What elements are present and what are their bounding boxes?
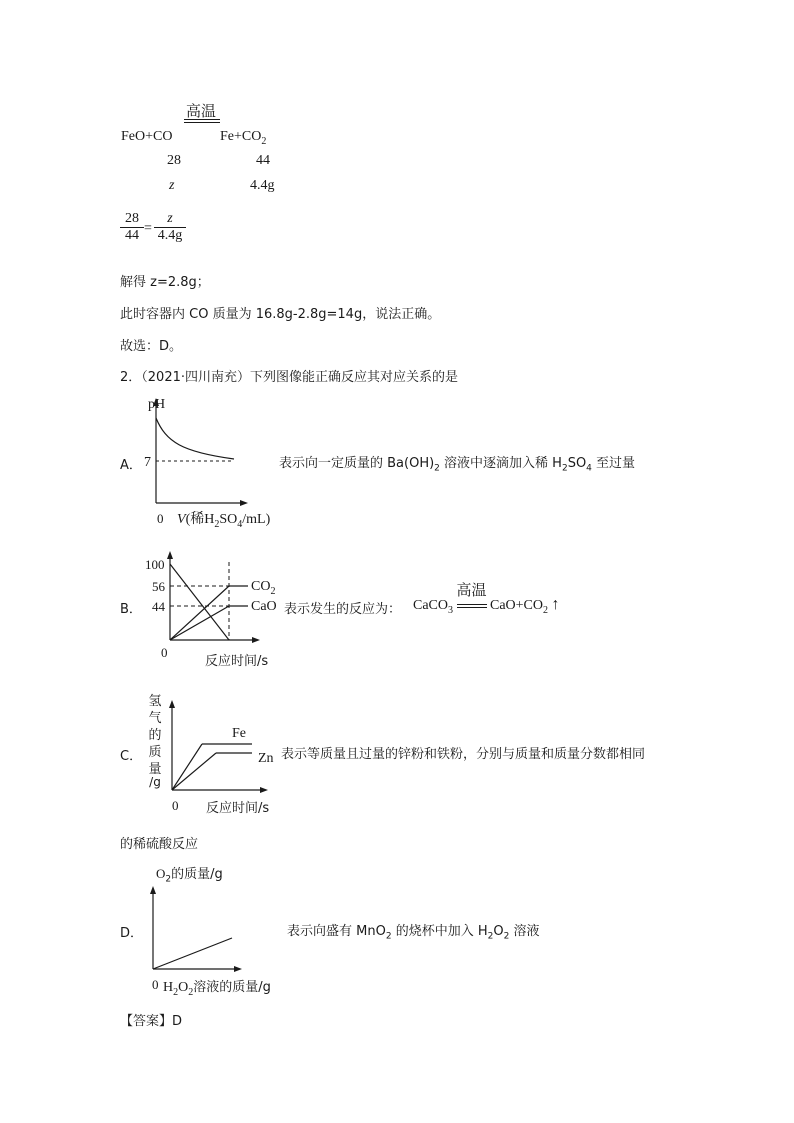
- reaction-condition: 高温: [186, 102, 217, 120]
- product-formula: $Fe+CO_2$: [220, 129, 267, 147]
- origin-label: 0: [161, 645, 168, 660]
- reactant-formula: FeO+CO: [121, 129, 173, 144]
- o2-increase-line: [153, 938, 232, 969]
- caco3-decrease-line: [170, 564, 229, 640]
- fraction-left: $\frac{28}{44}$: [120, 211, 144, 244]
- condition-line-2: [184, 122, 220, 123]
- answer-line: 【答案】D: [120, 1014, 183, 1029]
- option-d-graph: [140, 880, 260, 990]
- option-a-x-label: V(稀$H_2SO_4/mL$): [177, 512, 271, 530]
- y-axis-arrow: [169, 700, 175, 708]
- row1-right: 44: [256, 153, 270, 168]
- x-axis-arrow: [240, 500, 248, 506]
- row1-left: 28: [167, 153, 181, 168]
- y-axis-arrow: [150, 886, 156, 894]
- equals-sign: =: [144, 221, 152, 236]
- row2-left: z: [169, 178, 175, 193]
- option-d-y-label: $O_2$的质量/g: [156, 866, 223, 885]
- option-b-equation: CaCO$_3$ 高温 $CaO+CO_2$ ↑: [413, 580, 560, 616]
- co-mass-line: 此时容器内 CO 质量为 16.8g-2.8g=14g，说法正确。: [120, 307, 441, 322]
- option-b-x-label: 反应时间/s: [205, 654, 269, 669]
- y-axis-arrow: [167, 551, 173, 559]
- cao-increase-line: [170, 606, 229, 640]
- y-axis-label: pH: [148, 397, 166, 412]
- option-c-x-label: 反应时间/s: [206, 801, 270, 816]
- fraction-right: $\frac{z}{4.4g}$: [154, 211, 186, 244]
- option-d-x-label: $H_2O_2$溶液的质量/g: [163, 980, 271, 998]
- x-axis-arrow: [234, 966, 242, 972]
- option-c-description-continued: 的稀硫酸反应: [120, 837, 199, 852]
- option-c-description: 表示等质量且过量的锌粉和铁粉，分别与质量和质量分数都相同: [281, 747, 646, 762]
- tick-100: 100: [145, 557, 165, 572]
- eq-condition-sign: 高温: [457, 601, 487, 611]
- tick-44: 44: [152, 599, 165, 614]
- choose-line: 故选：D。: [120, 339, 183, 354]
- fe-rise-line: [172, 744, 202, 790]
- option-b-label: B．: [120, 602, 142, 617]
- co2-increase-line: [170, 586, 229, 640]
- option-a-description: 表示向一定质量的 $Ba(OH)_2$ 溶液中逐滴加入稀 $H_2SO_4$ 至过量: [279, 456, 636, 474]
- series-fe-label: Fe: [232, 726, 246, 741]
- series-co2-label: $CO_2$: [251, 579, 276, 597]
- condition-line-1: [184, 119, 220, 120]
- solve-line: 解得 z=2.8g；: [120, 275, 210, 290]
- series-zn-label: Zn: [258, 751, 274, 766]
- tick-7: 7: [144, 455, 151, 470]
- x-axis-arrow: [252, 637, 260, 643]
- series-cao-label: CaO: [251, 599, 277, 614]
- origin-label: 0: [172, 798, 179, 813]
- origin-label: 0: [157, 511, 164, 526]
- option-c-label: C．: [120, 749, 143, 764]
- ph-curve: [156, 418, 234, 459]
- tick-56: 56: [152, 579, 165, 594]
- question-stem: 2．（2021·四川南充）下列图像能正确反应其对应关系的是: [120, 370, 459, 385]
- option-a-label: A．: [120, 458, 142, 473]
- option-b-description: 表示发生的反应为：: [284, 602, 402, 617]
- row2-right: 4.4g: [250, 178, 275, 193]
- x-axis-arrow: [260, 787, 268, 793]
- origin-label: 0: [152, 977, 159, 992]
- option-d-description: 表示向盛有 MnO$_2$ 的烧杯中加入 $H_2O_2$ 溶液: [287, 924, 540, 942]
- zn-rise-line: [172, 753, 216, 790]
- option-d-label: D．: [120, 926, 144, 941]
